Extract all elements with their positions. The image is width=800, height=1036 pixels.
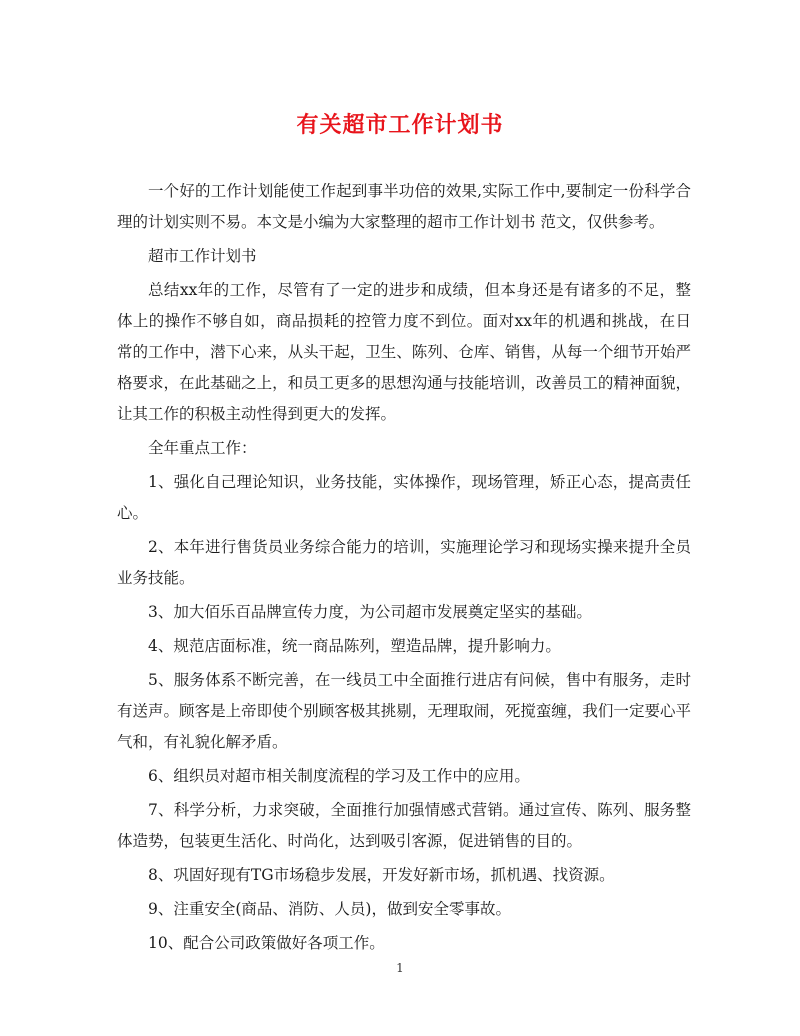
page-number: 1 <box>396 961 404 975</box>
list-item: 1、强化自己理论知识，业务技能，实体操作，现场管理，矫正心态，提高责任心。 <box>117 473 691 522</box>
list-item: 8、巩固好现有TG市场稳步发展，开发好新市场，抓机遇、找资源。 <box>148 866 615 884</box>
list-item: 3、加大佰乐百品牌宣传力度，为公司超市发展奠定坚实的基础。 <box>148 603 592 621</box>
list-item: 5、服务体系不断完善，在一线员工中全面推行进店有问候，售中有服务，走时有送声。顾客是上帝即使个别顾客极其挑剔，无理取闹，死搅蛮缠，我们一定要心平气和，有礼貌化解矛盾。 <box>117 671 691 751</box>
summary-paragraph: 总结xx年的工作，尽管有了一定的进步和成绩，但本身还是有诸多的不足，整体上的操作不够自如，商品损耗的控管力度不到位。面对xx年的机遇和挑战，在日常的工作中，潜下心来，从头干起，卫生、陈列、仓库、销售，从每一个细节开始严格要求，在此基础之上，和员工更多的思想沟通与技能培训，改善员工的精神面貌，让其工作的积极主动性得到更大的发挥。 <box>117 281 691 423</box>
list-item: 2、本年进行售货员业务综合能力的培训，实施理论学习和现场实操来提升全员业务技能。 <box>117 538 691 587</box>
key-work-heading: 全年重点工作： <box>148 439 257 457</box>
list-item: 10、配合公司政策做好各项工作。 <box>148 934 385 952</box>
list-item: 4、规范店面标准，统一商品陈列，塑造品牌，提升影响力。 <box>148 637 561 655</box>
intro-paragraph: 一个好的工作计划能使工作起到事半功倍的效果,实际工作中,要制定一份科学合理的计划实则不易。本文是小编为大家整理的超市工作计划书 范文，仅供参考。 <box>117 182 691 231</box>
document-title: 有关超市工作计划书 <box>296 112 504 138</box>
list-item: 7、科学分析，力求突破，全面推行加强情感式营销。通过宣传、陈列、服务整体造势，包装更生活化、时尚化，达到吸引客源，促进销售的目的。 <box>117 801 691 850</box>
section-heading: 超市工作计划书 <box>148 247 257 265</box>
list-item: 9、注重安全(商品、消防、人员)，做到安全零事故。 <box>148 900 511 918</box>
document-body <box>117 176 691 962</box>
list-item: 6、组织员对超市相关制度流程的学习及工作中的应用。 <box>148 767 530 785</box>
